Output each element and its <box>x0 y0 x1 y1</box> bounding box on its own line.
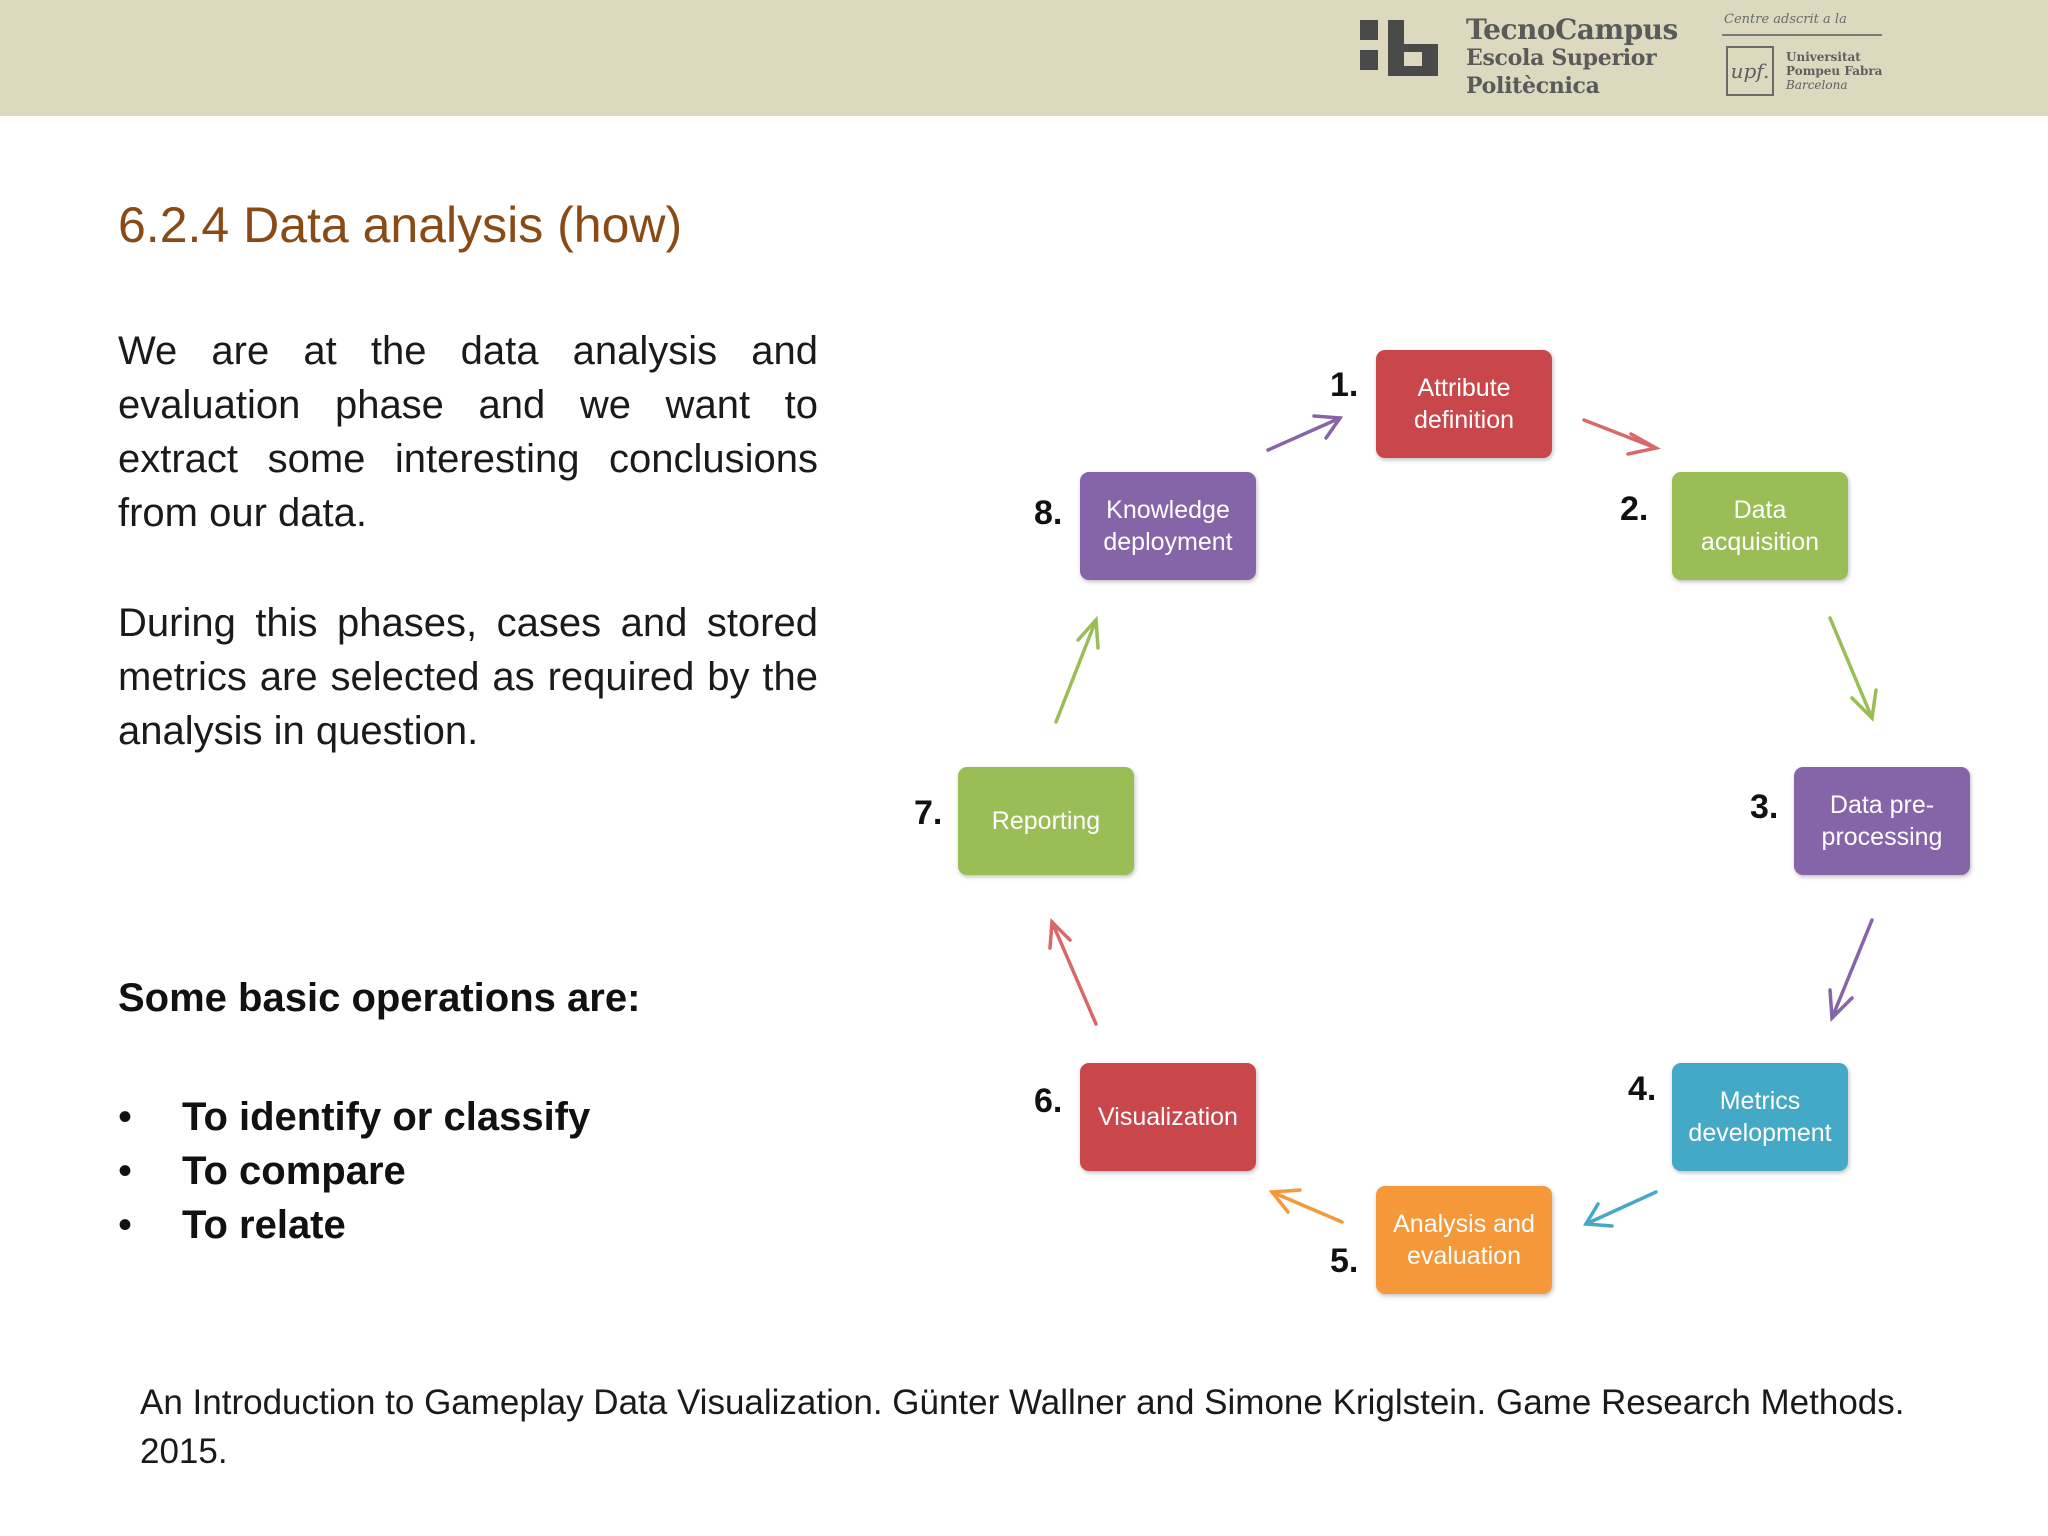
logo-subtitle-1: Escola Superior <box>1466 45 1657 71</box>
operation-label: To compare <box>182 1149 406 1193</box>
bullet-icon: • <box>118 1095 133 1139</box>
upf-line-3: Barcelona <box>1786 78 1848 92</box>
upf-line-1: Universitat <box>1786 50 1861 64</box>
step-data-pre-processing <box>1794 767 1970 875</box>
arrow-5-to-6 <box>1272 1190 1342 1222</box>
step-analysis-and-evaluation <box>1376 1186 1552 1294</box>
step-label: Reporting <box>991 807 1101 835</box>
step-number: 4. <box>1628 1070 1657 1108</box>
step-number: 6. <box>1034 1082 1063 1120</box>
step-label: Analysis and evaluation <box>1393 1210 1535 1270</box>
step-number: 8. <box>1034 494 1063 532</box>
slide-title: 6.2.4 Data analysis (how) <box>118 197 683 253</box>
bullet-icon: • <box>118 1149 133 1193</box>
step-knowledge-deployment <box>1080 472 1256 580</box>
step-number: 2. <box>1620 490 1649 528</box>
upf-tagline: Centre adscrit a la <box>1724 12 1847 27</box>
step-data-acquisition <box>1672 472 1848 580</box>
arrow-3-to-4 <box>1830 920 1872 1018</box>
step-label: Attribute definition <box>1413 374 1515 434</box>
step-attribute-definition <box>1376 350 1552 458</box>
arrow-2-to-3 <box>1830 618 1876 718</box>
step-label: Visualization <box>1098 1103 1238 1131</box>
step-label: Data pre-processing <box>1821 791 1943 851</box>
phase-paragraph: During this phases, cases and stored metrics are selected as required by the analysis in question. <box>118 601 818 753</box>
arrow-6-to-7 <box>1050 922 1096 1024</box>
step-label: Metrics development <box>1688 1087 1832 1147</box>
step-label: Knowledge deployment <box>1103 496 1233 556</box>
upf-logo-icon: upf. <box>1726 46 1774 96</box>
upf-line-2: Pompeu Fabra <box>1786 64 1883 78</box>
bullet-icon: • <box>118 1203 133 1247</box>
step-label: Data acquisition <box>1700 496 1820 556</box>
arrow-7-to-8 <box>1056 620 1098 722</box>
intro-paragraph: We are at the data analysis and evaluation phase and we want to extract some interesting conclusions from our data. <box>118 329 818 535</box>
operations-heading: Some basic operations are: <box>118 976 641 1020</box>
citation: An Introduction to Gameplay Data Visualization. Günter Wallner and Simone Kriglstein. Game Research Methods. 2015. <box>140 1383 1905 1471</box>
step-number: 1. <box>1330 366 1359 404</box>
operation-label: To identify or classify <box>182 1095 591 1139</box>
step-number: 7. <box>914 794 943 832</box>
arrow-8-to-1 <box>1268 416 1340 450</box>
step-reporting <box>958 767 1134 875</box>
step-metrics-development <box>1672 1063 1848 1171</box>
logo-name: TecnoCampus <box>1466 13 1678 46</box>
step-number: 3. <box>1750 788 1779 826</box>
step-number: 5. <box>1330 1242 1359 1280</box>
step-visualization <box>1080 1063 1256 1171</box>
arrow-4-to-5 <box>1586 1192 1656 1226</box>
logo-subtitle-2: Politècnica <box>1466 73 1600 99</box>
operation-label: To relate <box>182 1203 346 1247</box>
arrow-1-to-2 <box>1584 420 1656 454</box>
